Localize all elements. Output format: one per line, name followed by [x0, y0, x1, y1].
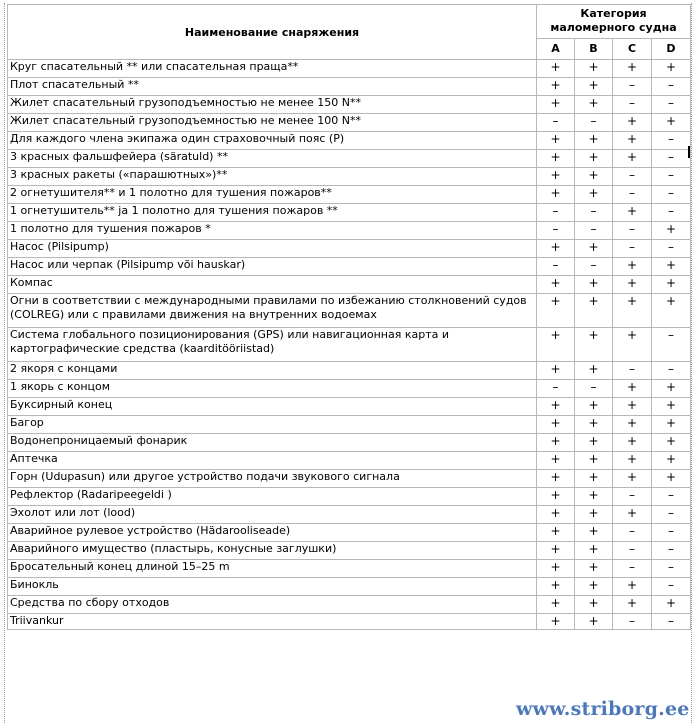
equipment-item-label: Компас — [8, 276, 537, 294]
equipment-item-label: Средства по сбору отходов — [8, 596, 537, 614]
category-a-mark: – — [537, 258, 575, 276]
category-b-mark: + — [575, 96, 613, 114]
category-d-mark: + — [652, 114, 691, 132]
category-c-mark: + — [613, 380, 652, 398]
text-cursor — [688, 146, 690, 158]
table-row — [8, 380, 691, 398]
table-row — [8, 524, 691, 542]
table-row — [8, 452, 691, 470]
category-d-mark: – — [652, 150, 691, 168]
category-c-mark: + — [613, 596, 652, 614]
category-b-mark: – — [575, 380, 613, 398]
category-d-mark: – — [652, 362, 691, 380]
category-a-mark: + — [537, 398, 575, 416]
category-b-mark: + — [575, 434, 613, 452]
category-c-mark: + — [613, 416, 652, 434]
category-b-mark: + — [575, 560, 613, 578]
equipment-item-label: Система глобального позиционирования (GPS) или навигационная карта и картографические средства (kaarditööriistad) — [8, 328, 537, 362]
category-c-mark: + — [613, 398, 652, 416]
equipment-item-label: Эхолот или лот (lood) — [8, 506, 537, 524]
site-watermark: www.striborg.ee — [516, 698, 690, 720]
category-d-mark: – — [652, 168, 691, 186]
equipment-item-label: 1 якорь с концом — [8, 380, 537, 398]
category-b-mark: + — [575, 488, 613, 506]
category-d-mark: – — [652, 132, 691, 150]
category-d-mark: – — [652, 560, 691, 578]
category-c-mark: – — [613, 542, 652, 560]
equipment-item-label: Горн (Udupasun) или другое устройство подачи звукового сигнала — [8, 470, 537, 488]
equipment-item-label: Багор — [8, 416, 537, 434]
equipment-item-label: Круг спасательный ** или спасательная праща** — [8, 60, 537, 78]
category-a-mark: + — [537, 150, 575, 168]
category-d-mark: – — [652, 186, 691, 204]
category-b-mark: + — [575, 416, 613, 434]
table-row — [8, 560, 691, 578]
category-d-mark: + — [652, 398, 691, 416]
category-a-mark: + — [537, 96, 575, 114]
table-row — [8, 276, 691, 294]
category-b-mark: – — [575, 258, 613, 276]
category-d-mark: + — [652, 294, 691, 328]
category-a-mark: + — [537, 506, 575, 524]
category-c-mark: – — [613, 488, 652, 506]
equipment-name-header: Наименование снаряжения — [8, 5, 537, 60]
table-row — [8, 258, 691, 276]
table-row — [8, 578, 691, 596]
category-d-mark: – — [652, 78, 691, 96]
vessel-category-header — [537, 5, 691, 39]
category-a-mark: + — [537, 362, 575, 380]
category-c-mark: – — [613, 524, 652, 542]
equipment-item-label: Насос или черпак (Pilsipump või hauskar) — [8, 258, 537, 276]
category-c-mark: + — [613, 150, 652, 168]
table-row — [8, 150, 691, 168]
category-d-mark: + — [652, 60, 691, 78]
table-row — [8, 96, 691, 114]
category-b-mark: + — [575, 506, 613, 524]
category-b-mark: + — [575, 452, 613, 470]
category-a-mark: + — [537, 614, 575, 630]
table-row — [8, 222, 691, 240]
category-c-mark: – — [613, 614, 652, 630]
equipment-item-label: Для каждого члена экипажа один страховочный пояс (P) — [8, 132, 537, 150]
category-b-mark: + — [575, 276, 613, 294]
category-c-mark: – — [613, 186, 652, 204]
table-row — [8, 488, 691, 506]
table-row — [8, 470, 691, 488]
category-a-mark: + — [537, 416, 575, 434]
category-d-mark: + — [652, 470, 691, 488]
equipment-item-label: Плот спасательный ** — [8, 78, 537, 96]
category-b-mark: + — [575, 328, 613, 362]
table-row — [8, 434, 691, 452]
category-d-mark: – — [652, 204, 691, 222]
category-b-mark: + — [575, 132, 613, 150]
equipment-item-label: Бинокль — [8, 578, 537, 596]
category-d-mark: – — [652, 96, 691, 114]
category-a-mark: + — [537, 168, 575, 186]
equipment-item-label: 1 полотно для тушения пожаров * — [8, 222, 537, 240]
equipment-item-label: Аварийное рулевое устройство (Hädarooliseade) — [8, 524, 537, 542]
table-row — [8, 398, 691, 416]
table-row — [8, 506, 691, 524]
equipment-item-label: Triivankur — [8, 614, 537, 630]
table-row — [8, 416, 691, 434]
category-b-mark: + — [575, 186, 613, 204]
category-b-mark: – — [575, 222, 613, 240]
table-row — [8, 362, 691, 380]
category-c-mark: + — [613, 328, 652, 362]
category-b-mark: + — [575, 294, 613, 328]
table-row — [8, 614, 691, 630]
equipment-item-label: Аварийного имущество (пластырь, конусные заглушки) — [8, 542, 537, 560]
category-c-header: C — [613, 38, 652, 59]
category-c-mark: – — [613, 168, 652, 186]
category-c-mark: + — [613, 276, 652, 294]
category-a-mark: – — [537, 222, 575, 240]
equipment-table-body — [8, 60, 691, 630]
category-d-mark: + — [652, 258, 691, 276]
category-c-mark: – — [613, 560, 652, 578]
category-a-mark: – — [537, 204, 575, 222]
category-a-mark: + — [537, 578, 575, 596]
equipment-item-label: Жилет спасательный грузоподъемностью не менее 150 N** — [8, 96, 537, 114]
equipment-item-label: Водонепроницаемый фонарик — [8, 434, 537, 452]
category-b-mark: + — [575, 78, 613, 96]
category-a-mark: + — [537, 524, 575, 542]
category-b-mark: + — [575, 240, 613, 258]
category-b-mark: + — [575, 362, 613, 380]
table-row — [8, 168, 691, 186]
category-a-mark: + — [537, 60, 575, 78]
category-d-mark: – — [652, 524, 691, 542]
category-a-mark: + — [537, 78, 575, 96]
table-row — [8, 60, 691, 78]
category-a-mark: + — [537, 240, 575, 258]
equipment-item-label: 3 красных фальшфейера (säratuld) ** — [8, 150, 537, 168]
table-row — [8, 328, 691, 362]
equipment-item-label: 1 огнетушитель** ja 1 полотно для тушения пожаров ** — [8, 204, 537, 222]
category-c-mark: + — [613, 132, 652, 150]
category-c-mark: – — [613, 78, 652, 96]
table-row — [8, 596, 691, 614]
equipment-item-label: Рефлектор (Radaripeegeldi ) — [8, 488, 537, 506]
category-a-mark: – — [537, 114, 575, 132]
category-c-mark: + — [613, 204, 652, 222]
equipment-item-label: Насос (Pilsipump) — [8, 240, 537, 258]
category-d-mark: + — [652, 380, 691, 398]
equipment-item-label: 3 красных ракеты («парашютных»)** — [8, 168, 537, 186]
equipment-item-label: Буксирный конец — [8, 398, 537, 416]
category-d-mark: + — [652, 434, 691, 452]
table-row — [8, 204, 691, 222]
category-a-mark: + — [537, 542, 575, 560]
table-row — [8, 542, 691, 560]
category-a-mark: + — [537, 276, 575, 294]
category-c-mark: + — [613, 578, 652, 596]
equipment-table — [7, 4, 691, 630]
category-a-mark: + — [537, 560, 575, 578]
category-c-mark: + — [613, 60, 652, 78]
category-c-mark: + — [613, 506, 652, 524]
category-a-mark: + — [537, 328, 575, 362]
document-page — [4, 3, 692, 723]
equipment-item-label: Аптечка — [8, 452, 537, 470]
category-d-mark: + — [652, 222, 691, 240]
equipment-item-label: Жилет спасательный грузоподъемностью не менее 100 N** — [8, 114, 537, 132]
category-b-mark: + — [575, 150, 613, 168]
category-a-mark: + — [537, 452, 575, 470]
category-a-header: A — [537, 38, 575, 59]
category-a-mark: + — [537, 132, 575, 150]
category-a-mark: – — [537, 380, 575, 398]
category-c-mark: – — [613, 96, 652, 114]
table-row — [8, 132, 691, 150]
category-d-mark: + — [652, 452, 691, 470]
category-a-mark: + — [537, 434, 575, 452]
category-c-mark: – — [613, 222, 652, 240]
category-b-mark: + — [575, 470, 613, 488]
category-a-mark: + — [537, 488, 575, 506]
equipment-item-label: Огни в соответствии с международными правилами по избежанию столкновений судов (COLREG) или с правилами движения на внутренних водоемах — [8, 294, 537, 328]
category-b-mark: + — [575, 542, 613, 560]
equipment-item-label: Бросательный конец длиной 15–25 m — [8, 560, 537, 578]
category-b-mark: + — [575, 524, 613, 542]
category-c-mark: – — [613, 362, 652, 380]
category-d-mark: – — [652, 542, 691, 560]
category-a-mark: + — [537, 596, 575, 614]
category-b-mark: – — [575, 114, 613, 132]
category-d-mark: – — [652, 614, 691, 630]
category-d-mark: – — [652, 578, 691, 596]
table-row — [8, 114, 691, 132]
equipment-item-label: 2 якоря с концами — [8, 362, 537, 380]
category-b-mark: + — [575, 614, 613, 630]
category-b-mark: – — [575, 204, 613, 222]
category-d-mark: + — [652, 596, 691, 614]
category-c-mark: – — [613, 240, 652, 258]
category-a-mark: + — [537, 470, 575, 488]
category-c-mark: + — [613, 470, 652, 488]
category-d-mark: – — [652, 328, 691, 362]
category-b-header: B — [575, 38, 613, 59]
category-d-mark: – — [652, 488, 691, 506]
category-header-line1: Категория — [580, 7, 647, 21]
table-row — [8, 294, 691, 328]
category-d-header: D — [652, 38, 691, 59]
category-b-mark: + — [575, 596, 613, 614]
category-b-mark: + — [575, 398, 613, 416]
equipment-item-label: 2 огнетушителя** и 1 полотно для тушения пожаров** — [8, 186, 537, 204]
category-b-mark: + — [575, 168, 613, 186]
category-c-mark: + — [613, 114, 652, 132]
category-a-mark: + — [537, 294, 575, 328]
category-c-mark: + — [613, 434, 652, 452]
table-row — [8, 240, 691, 258]
category-d-mark: + — [652, 416, 691, 434]
category-c-mark: + — [613, 294, 652, 328]
category-b-mark: + — [575, 60, 613, 78]
category-b-mark: + — [575, 578, 613, 596]
category-c-mark: + — [613, 258, 652, 276]
category-d-mark: – — [652, 240, 691, 258]
table-row — [8, 186, 691, 204]
category-header-line2: маломерного судна — [550, 21, 677, 35]
category-d-mark: + — [652, 276, 691, 294]
category-c-mark: + — [613, 452, 652, 470]
table-row — [8, 78, 691, 96]
category-a-mark: + — [537, 186, 575, 204]
category-d-mark: – — [652, 506, 691, 524]
